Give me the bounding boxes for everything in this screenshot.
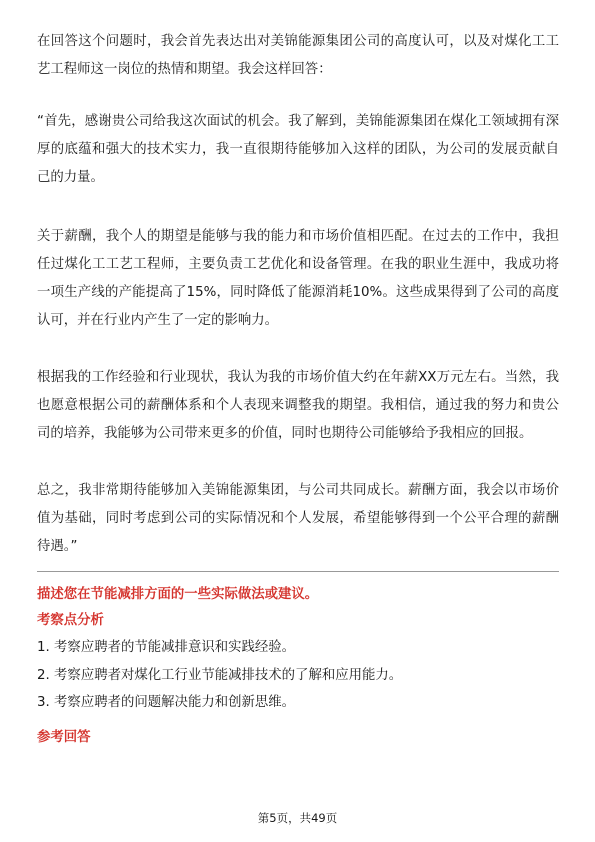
intro-paragraph: 在回答这个问题时，我会首先表达出对美锦能源集团公司的高度认可，以及对煤化工工艺工程师这一岗位的热情和期望。我会这样回答：	[37, 34, 559, 77]
conclusion-paragraph: 总之，我非常期待能够加入美锦能源集团，与公司共同成长。薪酬方面，我会以市场价值为基础，同时考虑到公司的实际情况和个人发展，希望能够得到一个公平合理的薪酬待遇。”	[37, 483, 559, 554]
question-title: 描述您在节能减排方面的一些实际做法或建议。	[37, 587, 319, 602]
page-number: 第5页，共49页	[257, 811, 338, 825]
list-item: 1. 考察应聘者的节能减排意识和实践经验。	[37, 640, 296, 655]
analysis-heading: 考察点分析	[37, 613, 104, 628]
analysis-points-list	[37, 634, 559, 717]
market-value-paragraph: 根据我的工作经验和行业现状，我认为我的市场价值大约在年薪XX万元左右。当然，我也愿意根据公司的薪酬体系和个人表现来调整我的期望。我相信，通过我的努力和贵公司的培养，我能够为公司带来更多的价值，同时也期待公司能够给予我相应的回报。	[37, 370, 559, 441]
list-item: 3. 考察应聘者的问题解决能力和创新思维。	[37, 695, 296, 710]
salary-expectation-paragraph: 关于薪酬，我个人的期望是能够与我的能力和市场价值相匹配。在过去的工作中，我担任过煤化工工艺工程师，主要负责工艺优化和设备管理。在我的职业生涯中，我成功将一项生产线的产能提高了15%，同时降低了能源消耗10%。这些成果得到了公司的高度认可，并在行业内产生了一定的影响力。	[37, 229, 559, 328]
list-item: 2. 考察应聘者对煤化工行业节能减排技术的了解和应用能力。	[37, 667, 403, 683]
section-divider	[37, 571, 559, 572]
answer-opening-paragraph: “首先，感谢贵公司给我这次面试的机会。我了解到，美锦能源集团在煤化工领域拥有深厚的底蕴和强大的技术实力，我一直很期待能够加入这样的团队，为公司的发展贡献自己的力量。	[37, 114, 559, 185]
reference-answer-heading: 参考回答	[37, 729, 91, 745]
page-content	[37, 28, 559, 751]
